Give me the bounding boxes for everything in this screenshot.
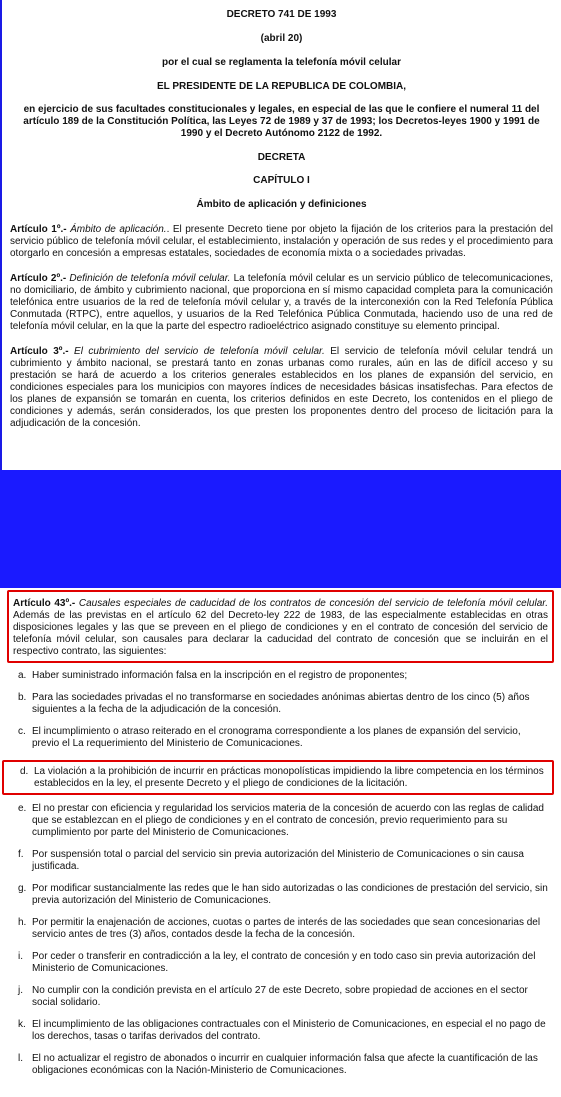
legal-basis-paragraph: en ejercicio de sus facultades constitucionales y legales, en especial de las que le confiere el numeral 11 del artículo 189 de la Constitución Política, las Leyes 72 de 1989 y 37 de 1993; los Decretos-leyes 1900 y 1991 de 1990 y el Decreto Autónomo 2122 de 1992. — [23, 104, 540, 139]
article-3 — [10, 346, 553, 430]
article-heading: Ámbito de aplicación. — [70, 224, 167, 235]
item-text: Para las sociedades privadas el no transformarse en sociedades anónimas abiertas dentro de los cinco (5) años siguientes a la fecha de la adjudicación de la concesión. — [32, 692, 530, 715]
item-text: No cumplir con la condición prevista en el artículo 27 de este Decreto, sobre propiedad de acciones en el sector social solidario. — [32, 985, 528, 1008]
list-item — [7, 951, 554, 975]
chapter-title: Ámbito de aplicación y definiciones — [196, 199, 367, 210]
article-number: Artículo 1º.- — [10, 224, 67, 235]
decree-header-section — [0, 0, 561, 470]
article-heading: Causales especiales de caducidad de los contratos de concesión del servicio de telefonía móvil celular. — [78, 598, 549, 609]
item-letter: b. — [18, 692, 27, 703]
article-43-section — [0, 588, 561, 1097]
item-letter: i. — [18, 951, 23, 962]
article-heading: Definición de telefonía móvil celular. — [69, 273, 231, 284]
list-item-highlighted — [2, 760, 554, 795]
item-letter: l. — [18, 1053, 23, 1064]
list-item — [7, 917, 554, 941]
item-letter: d. — [20, 766, 29, 777]
article-body: La telefonía móvil celular es un servicio público de telecomunicaciones, no domiciliario, de ámbito y cubrimiento nacional, que proporciona en sí mismo capacidad completa para la comunicación telefónica entre usuarios de la red de telefonía móvil celular y, a través de la interconexión con la Red Telefonía Pública Conmutada (RTPC), entre aquellos, y usuarios de la Red Telefónica Pública Conmutada, haciendo uso de una red de telefonía móvil celular, en la que la parte del espectro radioeléctrico asignado constituye su elemento principal. — [10, 273, 553, 332]
item-letter: h. — [18, 917, 27, 928]
item-letter: e. — [18, 803, 27, 814]
article-body: El servicio de telefonía móvil celular tendrá un cubrimiento y ámbito nacional, se prestará tanto en zonas urbanas como rurales, aún en las de difícil acceso y su prestación se hará de acuerdo a los criterios generales establecidos en los planes de expansión del servicio, en condiciones especiales para los municipios con mayores índices de necesidades básicas insatisfechas. Para efectos de los planes de expansión se tomarán en cuenta, los criterios definidos en este Decreto, los contenidos en el pliego de condiciones y además, serán considerados, los que presten los proponentes dentro del proceso de licitación para la adjudicación de la concesión. — [10, 346, 553, 429]
list-item — [7, 1019, 554, 1043]
item-text: Por modificar sustancialmente las redes que le han sido autorizadas o las condiciones de prestación del servicio, sin previa autorización del Ministerio de Comunicaciones. — [32, 883, 548, 906]
item-letter: j. — [18, 985, 23, 996]
item-text: Por ceder o transferir en contradicción a la ley, el contrato de concesión y en todo caso sin previa autorización del Ministerio de Comunicaciones. — [32, 951, 536, 974]
item-text: La violación a la prohibición de incurrir en prácticas monopolísticas impidiendo la libre competencia en los términos establecidos en la ley, el presente Decreto y el pliego de condiciones de la licitación. — [34, 766, 544, 789]
item-letter: a. — [18, 670, 27, 681]
decree-date: (abril 20) — [260, 33, 303, 44]
item-text: Por permitir la enajenación de acciones, cuotas o partes de interés de las sociedades que sean concesionarias del servicio antes de tres (3) años, contados desde la fecha de la concesión. — [32, 917, 541, 940]
decree-subtitle: por el cual se reglamenta la telefonía móvil celular — [162, 57, 401, 68]
item-text: Haber suministrado información falsa en la inscripción en el registro de proponentes; — [32, 670, 408, 681]
article-heading: El cubrimiento del servicio de telefonía móvil celular. — [74, 346, 325, 357]
item-text: El no prestar con eficiencia y regularidad los servicios materia de la concesión de acuerdo con las reglas de calidad que se establezcan en el pliego de condiciones y en el contrato de concesión, previo requerimiento para su cumplimiento por parte del Ministerio de Comunicaciones. — [32, 803, 544, 838]
article-2 — [10, 273, 553, 333]
causes-list — [7, 670, 554, 1077]
list-item — [7, 726, 554, 750]
blue-separator-band — [0, 470, 561, 588]
item-text: El no actualizar el registro de abonados o incurrir en cualquier información falsa que afecte la cuantificación de las obligaciones económicas con la Nación-Ministerio de Comunicaciones. — [32, 1053, 538, 1076]
list-item — [7, 849, 554, 873]
article-number: Artículo 43º.- — [13, 598, 76, 609]
decree-title: DECRETO 741 DE 1993 — [226, 9, 337, 20]
list-item — [7, 985, 554, 1009]
item-letter: k. — [18, 1019, 26, 1030]
item-letter: g. — [18, 883, 27, 894]
item-text: El incumplimiento o atraso reiterado en el cronograma correspondiente a los planes de expansión del servicio, previo el La requerimiento del Ministerio de Comunicaciones. — [32, 726, 521, 749]
item-text: El incumplimiento de las obligaciones contractuales con el Ministerio de Comunicaciones, en especial el no pago de los derechos, tasas o tarifas derivados del contrato. — [32, 1019, 546, 1042]
article-body: Además de las previstas en el artículo 62 del Decreto-ley 222 de 1983, de las especialmente establecidas en otras disposiciones legales y las que se preveen en el pliego de condiciones y en el contrato de concesión del servicio de telefonía móvil celular, son causales para declarar la caducidad del contrato de concesión que se incluirán en el respectivo contrato, las siguientes: — [13, 610, 548, 657]
article-number: Artículo 2º.- — [10, 273, 67, 284]
item-letter: f. — [18, 849, 24, 860]
issuer-heading: EL PRESIDENTE DE LA REPUBLICA DE COLOMBIA, — [156, 81, 407, 92]
chapter-heading: CAPÍTULO I — [253, 175, 310, 186]
article-43-highlight — [7, 590, 554, 663]
list-item — [7, 670, 554, 682]
article-1 — [10, 224, 553, 260]
item-text: Por suspensión total o parcial del servicio sin previa autorización del Ministerio de Comunicaciones o sin causa justificada. — [32, 849, 524, 872]
item-letter: c. — [18, 726, 26, 737]
list-item — [7, 692, 554, 716]
article-number: Artículo 3º.- — [10, 346, 69, 357]
article-body: . El presente Decreto tiene por objeto la fijación de los criterios para la prestación del servicio público de telefonía móvil celular, el establecimiento, instalación y operación de sus redes y el procedimiento para otorgarlo en concesión a empresas estatales, sociedades de economía mixta o a sociedades privadas. — [10, 224, 553, 259]
list-item — [7, 883, 554, 907]
list-item — [7, 1053, 554, 1077]
list-item — [7, 803, 554, 839]
decreta-heading: DECRETA — [257, 152, 306, 163]
